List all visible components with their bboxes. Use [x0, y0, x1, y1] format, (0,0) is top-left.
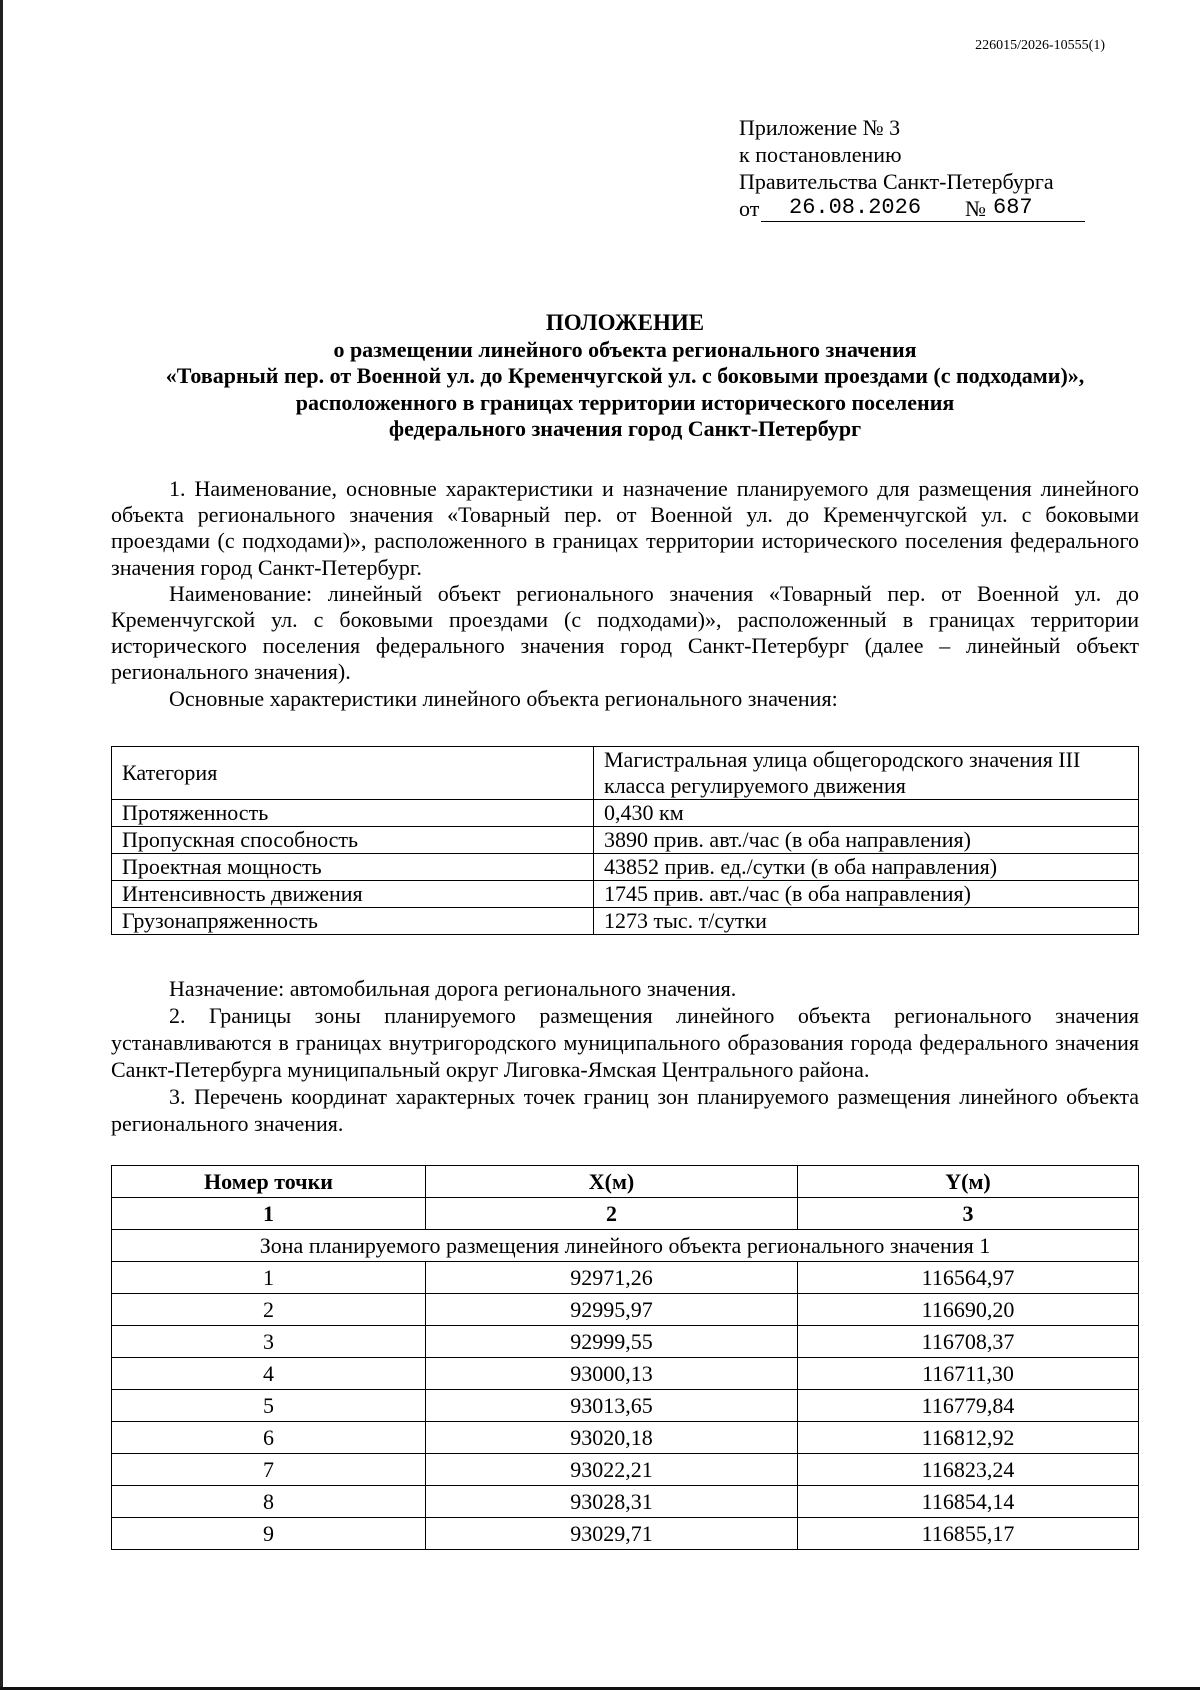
characteristic-label: Грузонапряженность [112, 908, 594, 935]
section-1-paragraph-2: Наименование: линейный объект регионального значения «Товарный пер. от Военной ул. до Кременчугской ул. с боковыми проездами (с подходами)», расположенный в границах территории исторического поселения федерального значения город Санкт-Петербург (далее – линейный объект регионального значения). [111, 580, 1139, 685]
date-underline [761, 221, 1085, 222]
x-coordinate: 92999,55 [426, 1326, 798, 1358]
resolution-date: 26.08.2026 [789, 195, 922, 220]
scan-left-edge [0, 0, 3, 1690]
document-id: 226015/2026-10555(1) [975, 38, 1105, 53]
title-line-2: о размещении линейного объекта регионального значения [333, 336, 917, 362]
point-number: 1 [112, 1262, 426, 1294]
y-coordinate: 116708,37 [798, 1326, 1139, 1358]
y-coordinate: 116779,84 [798, 1390, 1139, 1422]
x-coordinate: 93000,13 [426, 1358, 798, 1390]
characteristic-label: Протяженность [112, 800, 594, 827]
header-x: X(м) [426, 1166, 798, 1198]
title-line-3: «Товарный пер. от Военной ул. до Кременчугской ул. с боковыми проездами (с подходами)», [165, 363, 1085, 388]
coordinate-row [112, 1422, 1139, 1454]
header-point-number: Номер точки [112, 1166, 426, 1198]
characteristic-row [112, 747, 1139, 800]
header-y: Y(м) [798, 1166, 1139, 1198]
characteristic-label: Пропускная способность [112, 827, 594, 854]
coordinate-row [112, 1294, 1139, 1326]
characteristic-value: Магистральная улица общегородского значения III класса регулируемого движения [594, 747, 1139, 800]
appendix-number: Приложение № 3 [739, 115, 901, 140]
characteristic-row [112, 881, 1139, 908]
appendix-resolution: к постановлению [739, 142, 902, 167]
coordinate-row [112, 1518, 1139, 1550]
characteristic-label: Интенсивность движения [112, 881, 594, 908]
characteristic-row [112, 827, 1139, 854]
appendix-date-line [739, 195, 1085, 223]
characteristic-label: Проектная мощность [112, 854, 594, 881]
y-coordinate: 116854,14 [798, 1486, 1139, 1518]
section-1 [111, 476, 1139, 712]
characteristic-row [112, 800, 1139, 827]
section-2-paragraph: 2. Границы зоны планируемого размещения линейного объекта регионального значения устанавливаются в границах внутригородского муниципального образования города федерального значения Санкт-Петербурга муниципальный округ Лиговка-Ямская Центрального района. [111, 1003, 1139, 1082]
x-coordinate: 93029,71 [426, 1518, 798, 1550]
point-number: 6 [112, 1422, 426, 1454]
characteristic-value: 43852 прив. ед./сутки (в оба направления) [594, 854, 1139, 881]
section-1-paragraph-3: Основные характеристики линейного объекта регионального значения: [169, 685, 838, 711]
x-coordinate: 93013,65 [426, 1390, 798, 1422]
point-number: 4 [112, 1358, 426, 1390]
y-coordinate: 116855,17 [798, 1518, 1139, 1550]
title-line-5: федерального значения город Санкт-Петербург [388, 416, 862, 441]
characteristic-value: 0,430 км [594, 800, 1139, 827]
section-3-paragraph: 3. Перечень координат характерных точек границ зон планируемого размещения линейного объекта регионального значения. [111, 1084, 1139, 1136]
characteristic-label: Категория [112, 747, 594, 800]
characteristics-table [111, 746, 1139, 935]
zone-title-row [112, 1230, 1139, 1262]
coordinate-row [112, 1358, 1139, 1390]
date-prefix: от [739, 196, 760, 221]
coordinate-row [112, 1390, 1139, 1422]
column-number-1: 1 [112, 1198, 426, 1230]
document-title [110, 310, 1140, 443]
appendix-block [739, 114, 1089, 223]
resolution-number: 687 [993, 195, 1033, 220]
point-number: 3 [112, 1326, 426, 1358]
zone-title: Зона планируемого размещения линейного объекта регионального значения 1 [112, 1230, 1139, 1262]
column-number-2: 2 [426, 1198, 798, 1230]
appendix-government: Правительства Санкт-Петербурга [739, 169, 1054, 194]
coordinate-row [112, 1262, 1139, 1294]
point-number: 9 [112, 1518, 426, 1550]
y-coordinate: 116823,24 [798, 1454, 1139, 1486]
point-number: 5 [112, 1390, 426, 1422]
x-coordinate: 93020,18 [426, 1422, 798, 1454]
coordinates-table [111, 1165, 1139, 1550]
coordinate-row [112, 1326, 1139, 1358]
y-coordinate: 116711,30 [798, 1358, 1139, 1390]
x-coordinate: 92971,26 [426, 1262, 798, 1294]
characteristic-value: 3890 прив. авт./час (в оба направления) [594, 827, 1139, 854]
section-2 [111, 975, 1139, 1137]
y-coordinate: 116812,92 [798, 1422, 1139, 1454]
section-1-paragraph-1: 1. Наименование, основные характеристики и назначение планируемого для размещения линейного объекта регионального значения «Товарный пер. от Военной ул. до Кременчугской ул. с боковыми проездами (с подходами)», расположенного в границах территории исторического поселения федерального значения город Санкт-Петербург. [111, 476, 1139, 580]
y-coordinate: 116690,20 [798, 1294, 1139, 1326]
coord-column-number-row [112, 1198, 1139, 1230]
characteristic-value: 1745 прив. авт./час (в оба направления) [594, 881, 1139, 908]
characteristic-row [112, 854, 1139, 881]
purpose-paragraph: Назначение: автомобильная дорога регионального значения. [169, 976, 737, 1001]
x-coordinate: 93022,21 [426, 1454, 798, 1486]
y-coordinate: 116564,97 [798, 1262, 1139, 1294]
number-sign: № [965, 196, 986, 221]
coordinate-row [112, 1454, 1139, 1486]
point-number: 7 [112, 1454, 426, 1486]
x-coordinate: 92995,97 [426, 1294, 798, 1326]
coordinate-row [112, 1486, 1139, 1518]
point-number: 8 [112, 1486, 426, 1518]
x-coordinate: 93028,31 [426, 1486, 798, 1518]
column-number-3: 3 [798, 1198, 1139, 1230]
title-line-4: расположенного в границах территории исторического поселения [295, 389, 955, 415]
characteristic-value: 1273 тыс. т/сутки [594, 908, 1139, 935]
point-number: 2 [112, 1294, 426, 1326]
characteristic-row [112, 908, 1139, 935]
coord-header-row [112, 1166, 1139, 1198]
title-heading: ПОЛОЖЕНИЕ [545, 310, 705, 335]
